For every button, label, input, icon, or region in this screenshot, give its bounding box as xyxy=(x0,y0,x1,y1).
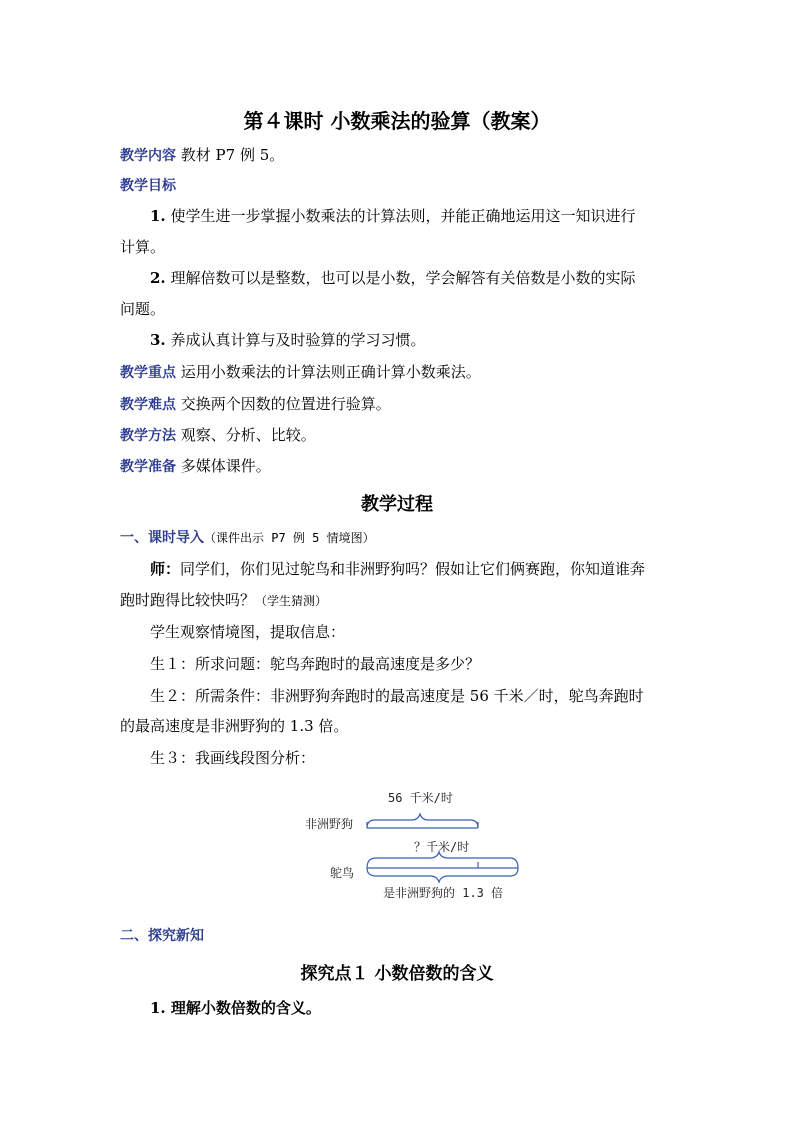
page-title: 第４课时 小数乘法的验算（教案） xyxy=(243,109,551,133)
process-heading: 教学过程 xyxy=(361,494,433,515)
top-brace xyxy=(367,814,478,828)
diagram-bottom-label: 是非洲野狗的 1.3 倍 xyxy=(383,886,504,900)
line-segment-diagram xyxy=(360,800,530,890)
meta-goals-row xyxy=(120,175,176,196)
observe-line: 学生观察情境图，提取信息： xyxy=(150,623,346,641)
teacher-line1: 师：同学们，你们见过鸵鸟和非洲野狗吗？假如让它们俩赛跑，你知道谁奔 xyxy=(150,560,646,578)
meta-method-row: 教学方法 观察、分析、比较。 xyxy=(120,426,316,444)
goal-2-line2: 问题。 xyxy=(120,300,166,318)
student-2-line2: 的最高速度是非洲野狗的 1.3 倍。 xyxy=(120,717,349,735)
teacher-line2: 跑时跑得比较快吗？（学生猜测） xyxy=(120,591,328,609)
diagram-top-label: 56 千米/时 xyxy=(388,791,453,805)
goal-1-line2: 计算。 xyxy=(120,238,166,256)
meta-prep-row: 教学准备 多媒体课件。 xyxy=(120,457,271,475)
goal-3-line1: 3. 养成认真计算与及时验算的学习习惯。 xyxy=(150,331,426,349)
goal-2-line1: 2. 理解倍数可以是整数，也可以是小数，学会解答有关倍数是小数的实际 xyxy=(150,269,636,287)
diagram-row2-label: 鸵鸟 xyxy=(330,866,355,880)
section-2-heading: 二、探究新知 xyxy=(120,928,204,944)
student-1-line: 生１：所求问题：鸵鸟奔跑时的最高速度是多少？ xyxy=(150,655,481,673)
meta-key-row: 教学重点 运用小数乘法的计算法则正确计算小数乘法。 xyxy=(120,363,481,381)
explore-heading: 探究点１ 小数倍数的含义 xyxy=(300,964,494,984)
meta-label: 教学内容 xyxy=(120,148,176,164)
bottom-brace xyxy=(367,868,518,882)
diagram-mid-label: ？千米/时 xyxy=(414,840,470,854)
student-3-line: 生３：我画线段图分析： xyxy=(150,749,316,767)
explore-item-1: 1. 理解小数倍数的含义。 xyxy=(150,999,321,1017)
goal-1-line1: 1. 使学生进一步掌握小数乘法的计算法则，并能正确地运用这一知识进行 xyxy=(150,207,636,225)
student-2-line1: 生２：所需条件：非洲野狗奔跑时的最高速度是 56 千米／时，鸵鸟奔跑时 xyxy=(150,687,644,705)
meta-difficulty-row: 教学难点 交换两个因数的位置进行验算。 xyxy=(120,395,391,413)
meta-text: 教材 P7 例 5。 xyxy=(180,146,285,164)
section-1-heading: 一、课时导入（课件出示 P7 例 5 情境图） xyxy=(120,530,375,546)
meta-label: 教学目标 xyxy=(120,178,176,194)
mid-brace xyxy=(367,852,518,868)
meta-content-row xyxy=(120,145,284,166)
diagram-row1-label: 非洲野狗 xyxy=(305,817,354,831)
